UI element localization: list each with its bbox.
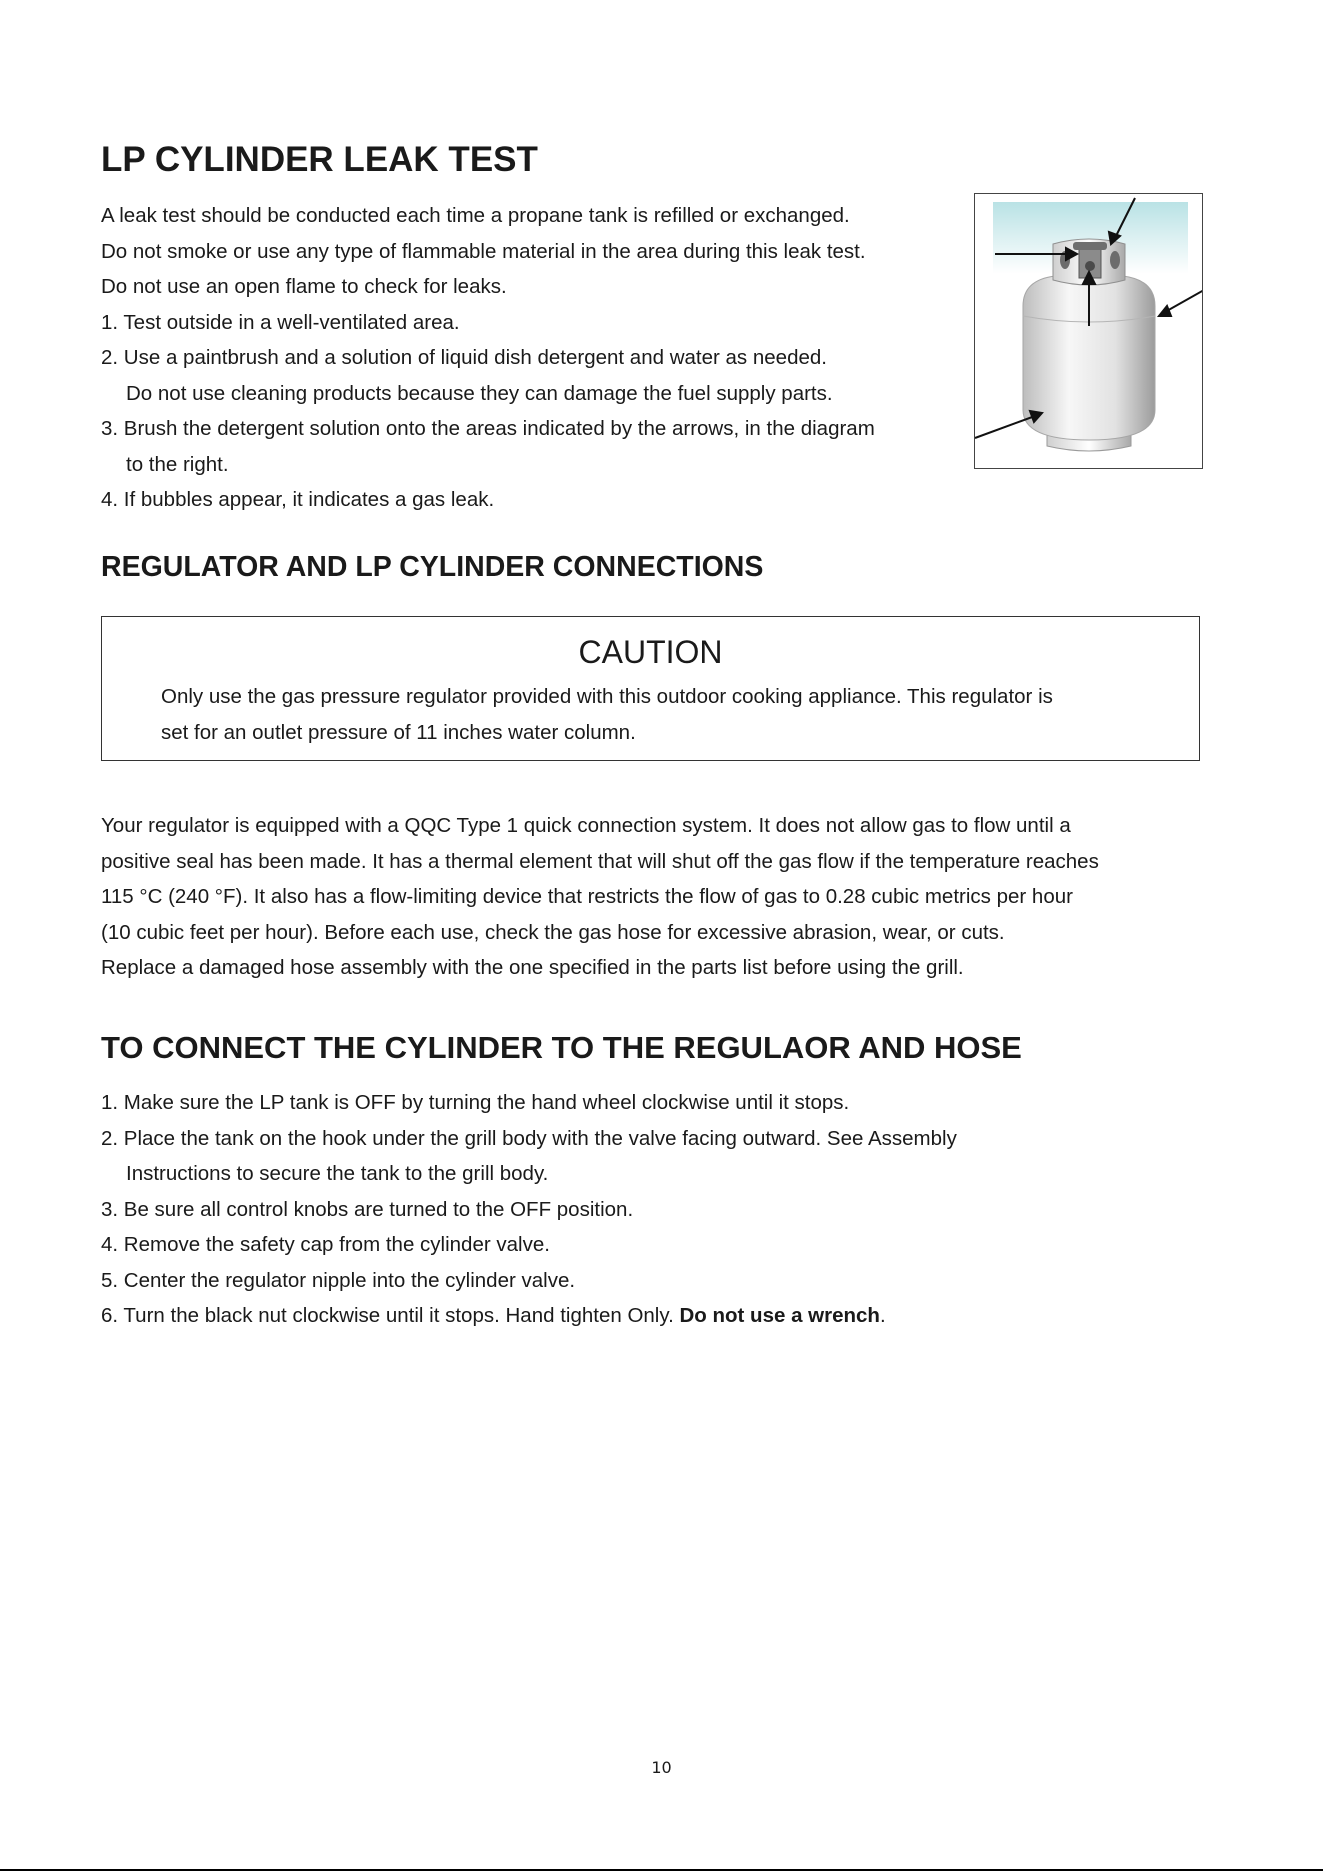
caution-title: CAUTION <box>578 634 723 670</box>
regulator-paragraph-line: 115 °C (240 °F). It also has a flow-limiting device that restricts the flow of gas to 0.28 cubic metrics per hour <box>101 885 1073 908</box>
leak-test-line: Do not use an open flame to check for leaks. <box>101 275 507 298</box>
leak-test-instructions <box>101 198 875 518</box>
leak-test-step: 2. Use a paintbrush and a solution of liquid dish detergent and water as needed. <box>101 346 827 369</box>
caution-line: Only use the gas pressure regulator provided with this outdoor cooking appliance. This regulator is <box>161 685 1053 708</box>
connect-step <box>101 1298 957 1334</box>
regulator-paragraph <box>101 808 1221 986</box>
connect-instructions <box>101 1085 957 1334</box>
page-number: 10 <box>651 1758 672 1777</box>
connect-heading: TO CONNECT THE CYLINDER TO THE REGULAOR AND HOSE <box>101 1030 1022 1065</box>
leak-test-step: 4. If bubbles appear, it indicates a gas leak. <box>101 488 495 511</box>
connect-step-continued: Instructions to secure the tank to the grill body. <box>126 1162 549 1185</box>
caution-text <box>161 679 1053 750</box>
regulator-paragraph-line: Your regulator is equipped with a QQC Type 1 quick connection system. It does not allow gas to flow until a <box>101 814 1071 837</box>
propane-tank-diagram <box>974 193 1203 469</box>
leak-test-line: Do not smoke or use any type of flammable material in the area during this leak test. <box>101 239 866 263</box>
leak-test-step: 1. Test outside in a well-ventilated area. <box>101 310 460 334</box>
connect-step-period: . <box>879 1304 886 1327</box>
connect-step: 5. Center the regulator nipple into the cylinder valve. <box>101 1268 576 1292</box>
propane-tank-icon <box>975 194 1203 469</box>
connect-step: 2. Place the tank on the hook under the grill body with the valve facing outward. See Assembly <box>101 1126 957 1150</box>
regulator-heading: REGULATOR AND LP CYLINDER CONNECTIONS <box>101 551 764 583</box>
regulator-paragraph-line: Replace a damaged hose assembly with the one specified in the parts list before using the grill. <box>101 956 964 979</box>
leak-test-step-continued: Do not use cleaning products because they can damage the fuel supply parts. <box>126 381 833 405</box>
leak-test-heading: LP CYLINDER LEAK TEST <box>101 140 538 179</box>
regulator-paragraph-line: positive seal has been made. It has a thermal element that will shut off the gas flow if the temperature reaches <box>101 849 1099 873</box>
leak-test-step: 3. Brush the detergent solution onto the areas indicated by the arrows, in the diagram <box>101 417 875 440</box>
bottom-rule <box>0 1869 1323 1871</box>
connect-step: 3. Be sure all control knobs are turned to the OFF position. <box>101 1197 634 1221</box>
connect-step-text: 6. Turn the black nut clockwise until it stops. Hand tighten Only. <box>101 1304 680 1327</box>
connect-step: 1. Make sure the LP tank is OFF by turning the hand wheel clockwise until it stops. <box>101 1091 850 1114</box>
caution-box <box>101 616 1200 761</box>
caution-line: set for an outlet pressure of 11 inches water column. <box>161 720 636 744</box>
leak-test-line: A leak test should be conducted each time a propane tank is refilled or exchanged. <box>101 204 850 227</box>
connect-step: 4. Remove the safety cap from the cylinder valve. <box>101 1233 550 1256</box>
leak-test-step-continued: to the right. <box>126 452 229 476</box>
wrench-warning: Do not use a wrench <box>679 1304 880 1327</box>
regulator-paragraph-line: (10 cubic feet per hour). Before each use, check the gas hose for excessive abrasion, wear, or cuts. <box>101 920 1005 944</box>
